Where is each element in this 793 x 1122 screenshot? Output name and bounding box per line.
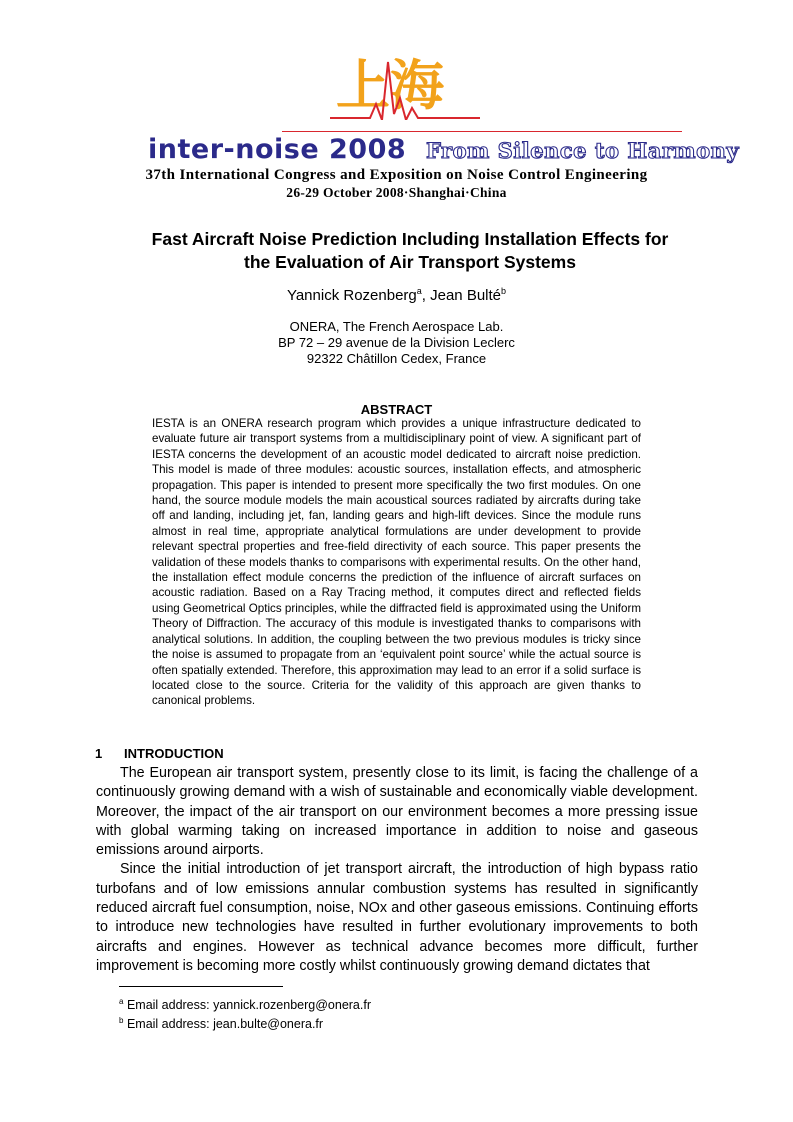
congress-line: 37th International Congress and Exposition on Noise Control Engineering [145,167,648,183]
paragraph: The European air transport system, presently close to its limit, is facing the challenge of a continuously growing demand with a wish of sustainable and economically viable development. Moreover, the impact of the air transport on our environment becomes a more pressing issue with global warming taking on increased importance in addition to noise and gaseous emissions around airports. [96,765,698,859]
abstract-text: IESTA is an ONERA research program which provides a unique infrastructure dedicated to evaluate future air transport systems from a multidisciplinary point of view. A significant part of IESTA concerns the development of an acoustic model dedicated to aircraft noise prediction. This model is made of three modules: acoustic sources, installation effects, and atmospheric propagation. This paper is intended to present more specifically the two first modules. On one hand, the source module models the main acoustical sources radiated by aircrafts during take off and landing, including jet, fan, landing gears and high-lift devices. Since the module runs almost in real time, appropriate analytical formulations are under development to provide relevant spectral properties and free-field directivity of each source. This paper presents the validation of these models thanks to comparisons with experimental results. On the other hand, the installation effect module concerns the prediction of the influence of aircraft surfaces on acoustic radiation. Based on a Ray Tracing method, it computes direct and reflected fields using Geometrical Optics principles, while the diffracted field is approximated using the Uniform Theory of Diffraction. The accuracy of this module is investigated thanks to comparisons with analytical solutions. In addition, the coupling between the two previous modules is tricky since the noise is assumed to propagate from an ‘equivalent point source’ while the actual source is often spatially extended. Therefore, this approximation may lead to an error if a solid surface is located close to the source. Criteria for the validity of this approach are given thanks to canonical problems. [152,417,641,708]
affiliation-line: 92322 Châtillon Cedex, France [306,351,487,366]
paper-title [110,228,710,274]
affiliation-line: BP 72 – 29 avenue de la Division Leclerc [278,335,515,350]
logo-wave-icon [330,48,480,120]
author-2-mark: b [501,286,507,296]
footnote-b [119,1013,371,1032]
conference-name: inter-noise 2008 [148,134,407,165]
footnote-rule [119,986,283,987]
shanghai-logo [330,48,480,120]
abstract-heading: ABSTRACT [360,402,433,417]
conference-motto: From Silence to Harmony [426,138,740,163]
footnote-a-mark: a [119,997,124,1006]
footnote-b-mark: b [119,1016,124,1026]
footnote-b-text: Email address: jean.bulte@onera.fr [126,1017,324,1032]
logo-cn-text: 上海 [336,53,444,117]
author-2: Jean Bulté [430,287,502,304]
section-number: 1 [95,746,103,761]
dates-place: 26-29 October 2008·Shanghai·China [286,185,507,200]
section-body [96,764,698,976]
author-separator: , [421,287,431,304]
footnotes [119,994,371,1032]
authors [0,286,793,304]
footnote-a-text: Email address: yannick.rozenberg@onera.fr [126,998,371,1013]
affiliation-line: ONERA, The French Aerospace Lab. [289,319,504,334]
affiliation [0,319,793,367]
title-line-1: Fast Aircraft Noise Prediction Including Installation Effects for [151,229,669,249]
section-title: INTRODUCTION [124,746,224,761]
header-rule [282,131,682,132]
author-1-mark: a [416,286,422,296]
footnote-a [119,994,371,1013]
paragraph: Since the initial introduction of jet transport aircraft, the introduction of high bypass ratio turbofans and of low emissions annular combustion systems has resulted in significantly reduced aircraft fuel consumption, noise, NOx and other gaseous emissions. Continuing efforts to introduce new technologies have resulted in further evolutionary improvements to both aircrafts and engines. However as technical advance becomes more difficult, further improvement is becoming more costly whilst continuously growing demand dictates that [96,861,698,974]
author-1: Yannick Rozenberg [286,287,417,304]
title-line-2: the Evaluation of Air Transport Systems [244,252,576,272]
